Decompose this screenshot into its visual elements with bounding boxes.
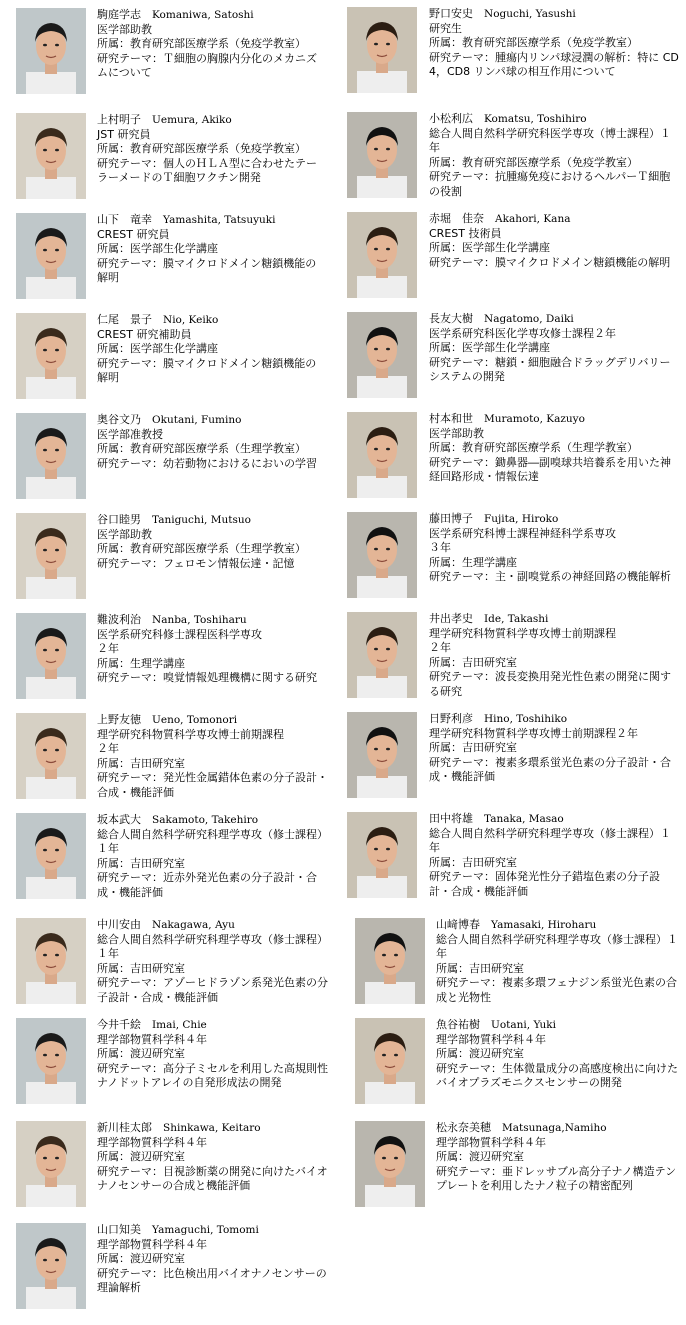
member-detail-line: 研究テーマ：高分子ミセルを利用した高規則性ナノドットアレイの自発形成法の開発: [97, 1061, 328, 1089]
member-info: [429, 212, 679, 270]
member-detail-line: 総合人間自然科学研究科理学専攻（修士課程）１年: [429, 826, 671, 854]
member-name-ja: 田中将雄: [429, 812, 473, 825]
member-detail-line: CREST 技術員: [429, 226, 502, 240]
member-name: [97, 1121, 337, 1136]
member-detail-line: 所属：医学部生化学講座: [97, 242, 218, 255]
member-name-ja: 谷口睦男: [97, 513, 141, 526]
member-detail-line: 研究テーマ：鋤鼻器―副嗅球共培養系を用いた神経回路形成・情報伝達: [429, 455, 671, 483]
member-name-ja: 山口知美: [97, 1223, 141, 1236]
member-name: [97, 613, 337, 628]
member-info: [97, 813, 337, 900]
member-info: [429, 412, 679, 485]
member-card: [16, 1018, 337, 1118]
member-name-ja: 坂本武大: [97, 813, 141, 826]
member-info: [97, 313, 322, 386]
member-name-romaji: Akahori, Kana: [495, 213, 571, 225]
member-detail-line: ２年: [97, 742, 119, 755]
member-photo: [16, 613, 86, 699]
member-photo: [16, 113, 86, 199]
member-card: [16, 113, 322, 213]
member-detail-line: 理学部物質科学科４年: [97, 1032, 207, 1046]
member-name-romaji: Muramoto, Kazuyo: [484, 413, 585, 425]
member-name-ja: 新川桂太郎: [97, 1121, 152, 1134]
member-detail-line: 医学部助教: [97, 22, 152, 36]
member-photo: [16, 1121, 86, 1207]
member-detail-line: 研究テーマ：発光性金属錯体色素の分子設計・合成・機能評価: [97, 771, 328, 799]
member-name-ja: 魚谷祐樹: [436, 1018, 480, 1031]
member-detail-line: 研究生: [429, 21, 462, 35]
member-name-ja: 野口安史: [429, 7, 473, 20]
member-detail-line: 所属：医学部生化学講座: [97, 342, 218, 355]
member-name: [97, 1018, 337, 1033]
member-photo: [347, 512, 417, 598]
member-detail-line: 所属：吉田研究室: [436, 961, 524, 975]
member-photo: [16, 713, 86, 799]
member-info: [436, 1121, 679, 1194]
member-detail-line: 研究テーマ：抗腫瘍免疫におけるヘルパーＴ細胞の役割: [429, 170, 671, 198]
member-photo: [355, 918, 425, 1004]
member-info: [436, 1018, 679, 1091]
member-detail-line: 医学部助教: [429, 426, 484, 440]
member-name-ja: 村本和世: [429, 412, 473, 425]
member-card: [16, 313, 322, 413]
member-card: [347, 712, 679, 812]
member-info: [97, 113, 322, 186]
member-name-ja: 上村明子: [97, 113, 141, 126]
member-info: [429, 7, 679, 80]
member-detail-line: 理学研究科物質科学専攻博士前期課程２年: [429, 726, 638, 740]
member-detail-line: 研究テーマ：アゾーヒドラゾン系発光色素の分子設計・合成・機能評価: [97, 976, 328, 1004]
member-detail-line: 医学部准教授: [97, 427, 163, 441]
member-detail-line: 医学部助教: [97, 527, 152, 541]
member-detail-line: 研究テーマ：生体微量成分の高感度検出に向けたバイオプラズモニクスセンサーの開発: [436, 1061, 678, 1089]
member-card: [16, 8, 322, 108]
member-name: [436, 918, 679, 933]
member-detail-line: 理学部物質科学科４年: [436, 1032, 546, 1046]
member-card: [347, 312, 679, 412]
member-detail-line: 所属：教育研究部医療学系（免疫学教室）: [97, 37, 306, 50]
member-info: [429, 112, 679, 199]
member-name-romaji: Hino, Toshihiko: [484, 713, 568, 725]
member-name-romaji: Ide, Takashi: [484, 613, 549, 625]
member-name-ja: 赤堀 佳奈: [429, 212, 484, 225]
member-name-romaji: Nagatomo, Daiki: [484, 313, 574, 325]
member-detail-line: 総合人間自然科学研究科理学専攻（修士課程）１年: [436, 932, 678, 960]
member-info: [429, 512, 679, 585]
member-detail-line: 研究テーマ：複素多環系蛍光色素の分子設計・合成・機能評価: [429, 755, 671, 783]
member-card: [347, 512, 679, 612]
member-photo: [347, 812, 417, 898]
member-detail-line: 研究テーマ：比色検出用バイオナノセンサーの理論解析: [97, 1266, 327, 1294]
member-info: [97, 213, 322, 286]
member-detail-line: 所属：医学部生化学講座: [429, 241, 550, 254]
member-name: [97, 413, 337, 428]
member-name-romaji: Nio, Keiko: [163, 314, 219, 326]
member-detail-line: 所属：渡辺研究室: [97, 1047, 185, 1060]
member-name-ja: 奥谷文乃: [97, 413, 141, 426]
member-photo: [347, 112, 417, 198]
member-detail-line: 研究テーマ：膜マイクロドメイン糖鎖機能の解明: [97, 356, 317, 384]
member-detail-line: 研究テーマ：膜マイクロドメイン糖鎖機能の解明: [429, 255, 671, 269]
member-photo: [355, 1018, 425, 1104]
member-photo: [16, 918, 86, 1004]
member-photo: [16, 1223, 86, 1309]
member-detail-line: 研究テーマ：目視診断薬の開発に向けたバイオナノセンサーの合成と機能評価: [97, 1164, 328, 1192]
member-detail-line: 研究テーマ：固体発光性分子錯塩色素の分子設計・合成・機能評価: [429, 870, 660, 898]
member-card: [16, 413, 337, 513]
member-detail-line: 研究テーマ：Ｔ細胞の胸腺内分化のメカニズムについて: [97, 51, 317, 79]
member-detail-line: 所属：生理学講座: [429, 555, 517, 569]
member-photo: [16, 513, 86, 599]
member-name-ja: 上野友徳: [97, 713, 141, 726]
member-detail-line: 研究テーマ：嗅覚情報処理機構に関する研究: [97, 671, 317, 684]
member-name: [97, 813, 337, 828]
member-detail-line: ３年: [429, 541, 451, 554]
member-photo: [16, 1018, 86, 1104]
member-photo: [16, 213, 86, 299]
member-card: [347, 412, 679, 512]
member-detail-line: 総合人間自然科学研究科理学専攻（修士課程）１年: [97, 827, 328, 855]
member-card: [347, 212, 679, 312]
member-detail-line: 所属：教育研究部医療学系（免疫学教室）: [97, 142, 306, 155]
member-detail-line: 理学部物質科学科４年: [97, 1135, 207, 1149]
member-name: [97, 313, 322, 328]
member-name: [429, 312, 679, 327]
member-card: [16, 1223, 337, 1323]
member-name-romaji: Okutani, Fumino: [152, 414, 242, 426]
member-name-ja: 松永奈美穂: [436, 1121, 491, 1134]
member-detail-line: 所属：吉田研究室: [97, 756, 185, 770]
member-detail-line: 研究テーマ：亜ドレッサブル高分子ナノ構造テンプレートを利用したナノ粒子の精密配列: [436, 1164, 677, 1192]
member-detail-line: 所属：渡辺研究室: [97, 1150, 185, 1163]
member-name-ja: 今井千絵: [97, 1018, 141, 1031]
member-name-romaji: Ueno, Tomonori: [152, 714, 238, 726]
member-name-romaji: Yamashita, Tatsuyuki: [163, 214, 276, 226]
member-detail-line: 所属：生理学講座: [97, 656, 185, 670]
member-detail-line: 研究テーマ：近赤外発光色素の分子設計・合成・機能評価: [97, 871, 317, 899]
member-photo: [347, 312, 417, 398]
member-photo: [16, 413, 86, 499]
member-card: [355, 1018, 679, 1118]
member-name: [97, 1223, 337, 1238]
member-name-ja: 山﨑博春: [436, 918, 480, 931]
member-photo: [16, 813, 86, 899]
member-card: [355, 1121, 679, 1221]
member-photo: [347, 7, 417, 93]
member-info: [429, 712, 679, 785]
member-name: [429, 112, 679, 127]
member-name-ja: 仁尾 景子: [97, 313, 152, 326]
member-card: [347, 7, 679, 107]
member-name-ja: 長友大樹: [429, 312, 473, 325]
member-detail-line: 所属：渡辺研究室: [436, 1150, 524, 1163]
member-name-romaji: Komaniwa, Satoshi: [152, 9, 254, 21]
member-detail-line: 研究テーマ：糖鎖・細胞融合ドラッグデリバリーシステムの開発: [429, 355, 671, 383]
member-detail-line: 総合人間自然科学研究科医学専攻（博士課程）１年: [429, 126, 671, 154]
member-card: [16, 513, 337, 613]
member-name: [429, 212, 679, 227]
member-info: [97, 8, 322, 81]
member-photo: [16, 8, 86, 94]
member-card: [16, 713, 337, 813]
member-info: [97, 1223, 337, 1296]
member-info: [429, 812, 679, 899]
member-name-romaji: Shinkawa, Keitaro: [163, 1122, 261, 1134]
member-info: [97, 513, 337, 571]
member-name-ja: 日野利彦: [429, 712, 473, 725]
member-detail-line: 研究テーマ：複素多環フェナジン系蛍光色素の合成と光物性: [436, 976, 677, 1004]
member-name: [429, 712, 679, 727]
member-name-romaji: Komatsu, Toshihiro: [484, 113, 587, 125]
member-detail-line: 所属：渡辺研究室: [97, 1252, 185, 1265]
member-info: [97, 918, 337, 1005]
member-name: [97, 113, 322, 128]
member-name: [436, 1018, 679, 1033]
member-name-romaji: Yamasaki, Hiroharu: [491, 919, 597, 931]
member-detail-line: 所属：吉田研究室: [97, 856, 185, 870]
member-card: [347, 612, 679, 712]
member-card: [16, 213, 322, 313]
member-name: [429, 612, 679, 627]
member-detail-line: 所属：渡辺研究室: [436, 1047, 524, 1060]
member-name: [429, 512, 679, 527]
member-name-romaji: Uotani, Yuki: [491, 1019, 556, 1031]
member-detail-line: ２年: [97, 642, 119, 655]
member-detail-line: CREST 研究補助員: [97, 327, 192, 341]
member-detail-line: CREST 研究員: [97, 227, 170, 241]
member-name: [436, 1121, 679, 1136]
member-name-romaji: Uemura, Akiko: [152, 114, 232, 126]
member-photo: [347, 712, 417, 798]
member-name-romaji: Yamaguchi, Tomomi: [152, 1224, 259, 1236]
member-name-romaji: Sakamoto, Takehiro: [152, 814, 259, 826]
member-detail-line: 研究テーマ：膜マイクロドメイン糖鎖機能の解明: [97, 256, 317, 284]
member-name-ja: 山下 竜幸: [97, 213, 152, 226]
member-detail-line: 研究テーマ：個人のＨＬＡ型に合わせたテーラーメードのＴ細胞ワクチン開発: [97, 156, 317, 184]
member-photo: [347, 212, 417, 298]
member-detail-line: 所属：吉田研究室: [429, 655, 517, 669]
member-name: [97, 513, 337, 528]
member-name-romaji: Noguchi, Yasushi: [484, 8, 576, 20]
member-name-romaji: Nanba, Toshiharu: [152, 614, 247, 626]
member-card: [347, 112, 679, 212]
member-detail-line: 理学研究科物質科学専攻博士前期課程: [97, 727, 284, 741]
member-detail-line: 所属：吉田研究室: [429, 741, 517, 754]
member-detail-line: ２年: [429, 641, 451, 654]
member-detail-line: 医学系研究科修士課程医科学専攻: [97, 627, 262, 641]
member-card: [347, 812, 679, 912]
member-detail-line: 研究テーマ：主・副嗅覚系の神経回路の機能解析: [429, 570, 671, 583]
member-detail-line: 総合人間自然科学研究科理学専攻（修士課程）１年: [97, 932, 328, 960]
member-detail-line: 所属：教育研究部医療学系（免疫学教室）: [429, 36, 638, 49]
member-detail-line: 所属：吉田研究室: [97, 961, 185, 975]
member-detail-line: 所属：吉田研究室: [429, 855, 517, 869]
member-info: [97, 1121, 337, 1194]
member-detail-line: 所属：教育研究部医療学系（生理学教室）: [429, 441, 638, 454]
member-detail-line: 研究テーマ：波長変換用発光性色素の開発に関する研究: [429, 670, 671, 698]
member-detail-line: 研究テーマ：フェロモン情報伝達・記憶: [97, 556, 295, 570]
member-card: [16, 1121, 337, 1221]
member-name-romaji: Fujita, Hiroko: [484, 513, 559, 525]
member-name-romaji: Imai, Chie: [152, 1019, 207, 1031]
member-detail-line: 所属：教育研究部医療学系（生理学教室）: [97, 542, 306, 555]
member-name-ja: 駒庭学志: [97, 8, 141, 21]
member-detail-line: 研究テーマ：幼若動物におけるにおいの学習: [97, 456, 317, 470]
member-name-ja: 井出孝史: [429, 612, 473, 625]
member-name-romaji: Tanaka, Masao: [484, 813, 564, 825]
member-info: [97, 413, 337, 471]
member-detail-line: 所属：医学部生化学講座: [429, 341, 550, 354]
member-name-ja: 藤田博子: [429, 512, 473, 525]
member-info: [97, 713, 337, 800]
member-info: [429, 312, 679, 385]
member-name: [429, 812, 679, 827]
member-photo: [347, 612, 417, 698]
member-name: [429, 412, 679, 427]
member-name: [97, 8, 322, 23]
member-detail-line: 研究テーマ：腫瘍内リンパ球浸潤の解析：特に CD4，CD8 リンパ球の相互作用について: [429, 50, 679, 78]
member-name: [97, 213, 322, 228]
member-name: [97, 713, 337, 728]
member-detail-line: JST 研究員: [97, 127, 151, 141]
member-card: [355, 918, 679, 1018]
member-card: [16, 613, 337, 713]
member-name-romaji: Nakagawa, Ayu: [152, 919, 235, 931]
member-detail-line: 医学系研究科博士課程神経科学系専攻: [429, 526, 616, 540]
member-name-ja: 中川安由: [97, 918, 141, 931]
member-card: [16, 813, 337, 913]
member-detail-line: 理学研究科物質科学専攻博士前期課程: [429, 626, 616, 640]
member-name: [97, 918, 337, 933]
member-photo: [347, 412, 417, 498]
member-info: [436, 918, 679, 1005]
member-photo: [355, 1121, 425, 1207]
member-detail-line: 理学部物質科学科４年: [436, 1135, 546, 1149]
member-info: [97, 1018, 337, 1091]
member-detail-line: 理学部物質科学科４年: [97, 1237, 207, 1251]
member-info: [429, 612, 679, 699]
member-card: [16, 918, 337, 1018]
member-name-romaji: Taniguchi, Mutsuo: [152, 514, 251, 526]
member-detail-line: 所属：教育研究部医療学系（生理学教室）: [97, 442, 306, 455]
member-name-ja: 難波利治: [97, 613, 141, 626]
member-detail-line: 所属：教育研究部医療学系（免疫学教室）: [429, 155, 638, 169]
member-name-romaji: Matsunaga,Namiho: [502, 1122, 607, 1134]
member-name-ja: 小松利広: [429, 112, 473, 125]
member-detail-line: 医学系研究科医化学専攻修士課程２年: [429, 326, 616, 340]
member-info: [97, 613, 337, 686]
member-photo: [16, 313, 86, 399]
member-name: [429, 7, 679, 22]
